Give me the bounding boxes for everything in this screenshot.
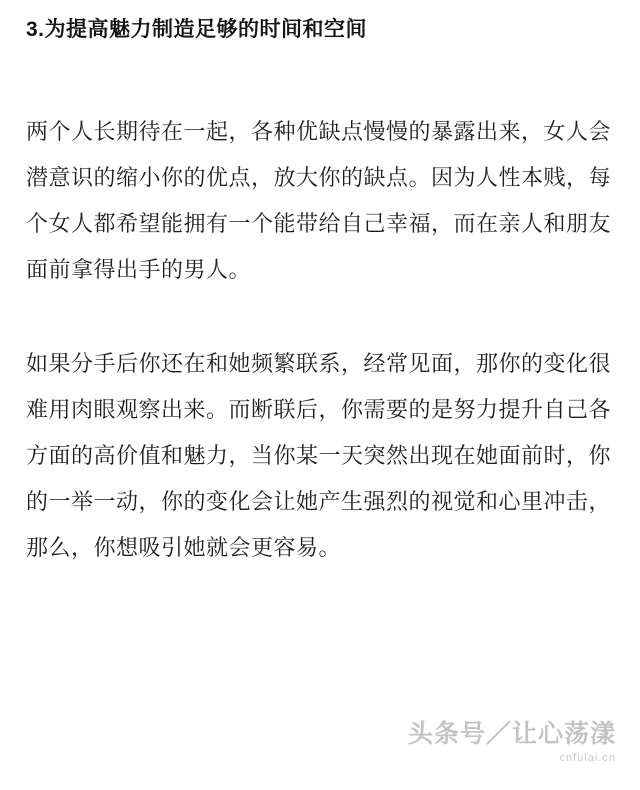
article-paragraph: 如果分手后你还在和她频繁联系，经常见面，那你的变化很难用肉眼观察出来。而断联后，你需要的是努力提升自己各方面的高价值和魅力，当你某一天突然出现在她面前时，你的一举一动，你的变化会让她产生强烈的视觉和心里冲击，那么，你想吸引她就会更容易。	[26, 351, 612, 561]
article-paragraph: 两个人长期待在一起，各种优缺点慢慢的暴露出来，女人会潜意识的缩小你的优点，放大你的缺点。因为人性本贱，每个女人都希望能拥有一个能带给自己幸福，而在亲人和朋友面前拿得出手的男人。	[26, 119, 612, 283]
article-page	[0, 16, 640, 790]
watermark-main-text: 头条号／让心荡漾	[407, 720, 616, 748]
page-title: 3.为提高魅力制造足够的时间和空间	[26, 18, 368, 41]
watermark-sub-text: cnfulai.cn	[559, 752, 616, 764]
watermark	[408, 714, 616, 764]
